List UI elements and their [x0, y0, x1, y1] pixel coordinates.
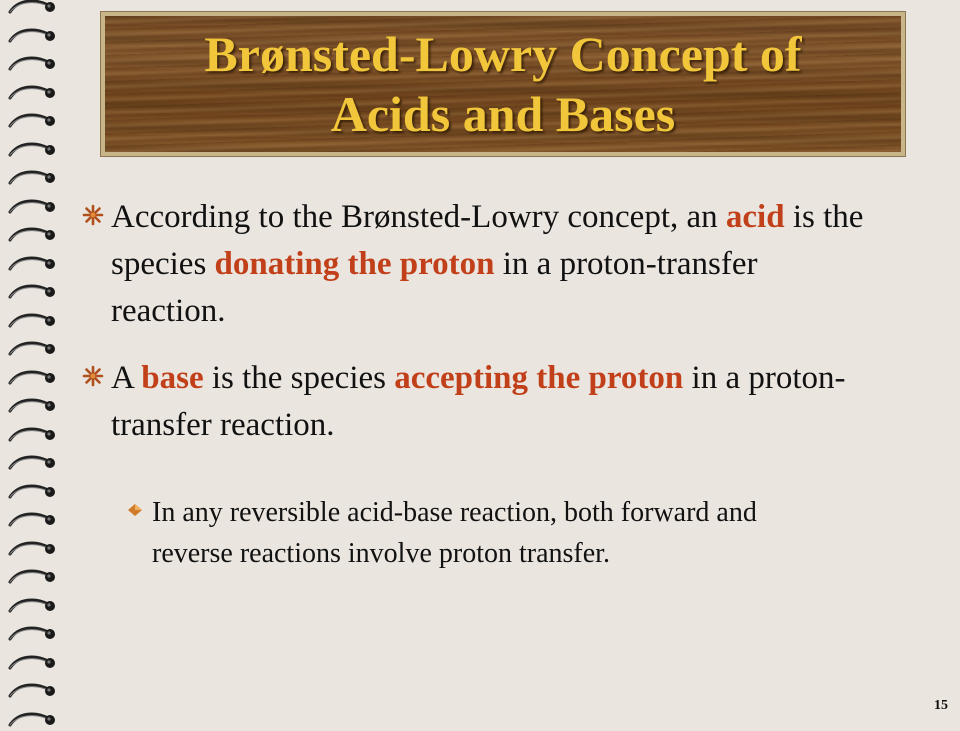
- binding-ring-icon: [6, 25, 58, 47]
- acid-term: acid: [725, 199, 785, 235]
- binding-ring-icon: [6, 538, 58, 560]
- binding-ring-icon: [6, 139, 58, 161]
- spiral-binding: [0, 0, 70, 720]
- binding-ring-icon: [6, 367, 58, 389]
- binding-ring-icon: [6, 53, 58, 75]
- binding-ring-icon: [6, 110, 58, 132]
- binding-ring-icon: [6, 481, 58, 503]
- bullet-text-part: is the species: [203, 360, 395, 396]
- accepting-the-proton-phrase: accepting the proton: [394, 360, 684, 396]
- sub-bullet-text: In any reversible acid-base reaction, both forward and reverse reactions involve proton transfer.: [152, 497, 757, 569]
- bullet-base-definition: [82, 355, 872, 449]
- binding-ring-icon: [6, 253, 58, 275]
- binding-ring-icon: [6, 82, 58, 104]
- binding-ring-icon: [6, 452, 58, 474]
- bullet-text: [111, 355, 872, 449]
- bullet-acid-definition: [82, 194, 872, 335]
- binding-ring-icon: [6, 196, 58, 218]
- bullet-text-part: A: [111, 360, 142, 396]
- slide-title: Brønsted-Lowry Concept of Acids and Bases: [204, 26, 802, 142]
- binding-ring-icon: [6, 224, 58, 246]
- binding-ring-icon: [6, 395, 58, 417]
- binding-ring-icon: [6, 281, 58, 303]
- title-board: [101, 12, 905, 156]
- binding-ring-icon: [6, 652, 58, 674]
- binding-ring-icon: [6, 680, 58, 702]
- sub-bullet-reversible-reaction: [128, 492, 828, 574]
- bullet-text-part: According to the Brønsted-Lowry concept, an: [111, 199, 726, 235]
- binding-ring-icon: [6, 509, 58, 531]
- bullet-text-part: in a proton-transfer reaction.: [111, 360, 846, 443]
- asterisk-bullet-icon: [82, 365, 104, 387]
- binding-ring-icon: [6, 623, 58, 645]
- bullet-text-part: is the species: [111, 199, 864, 282]
- base-term: base: [141, 360, 204, 396]
- binding-ring-icon: [6, 424, 58, 446]
- binding-ring-icon: [6, 595, 58, 617]
- binding-ring-icon: [6, 0, 58, 18]
- bullet-text-part: in a proton-transfer reaction.: [111, 246, 758, 329]
- binding-ring-icon: [6, 310, 58, 332]
- donating-the-proton-phrase: donating the proton: [214, 246, 495, 282]
- binding-ring-icon: [6, 566, 58, 588]
- asterisk-bullet-icon: [82, 204, 104, 226]
- binding-ring-icon: [6, 338, 58, 360]
- bullet-text: [111, 194, 872, 335]
- page-number: 15: [934, 698, 948, 713]
- diamond-bullet-icon: [128, 504, 142, 516]
- binding-ring-icon: [6, 167, 58, 189]
